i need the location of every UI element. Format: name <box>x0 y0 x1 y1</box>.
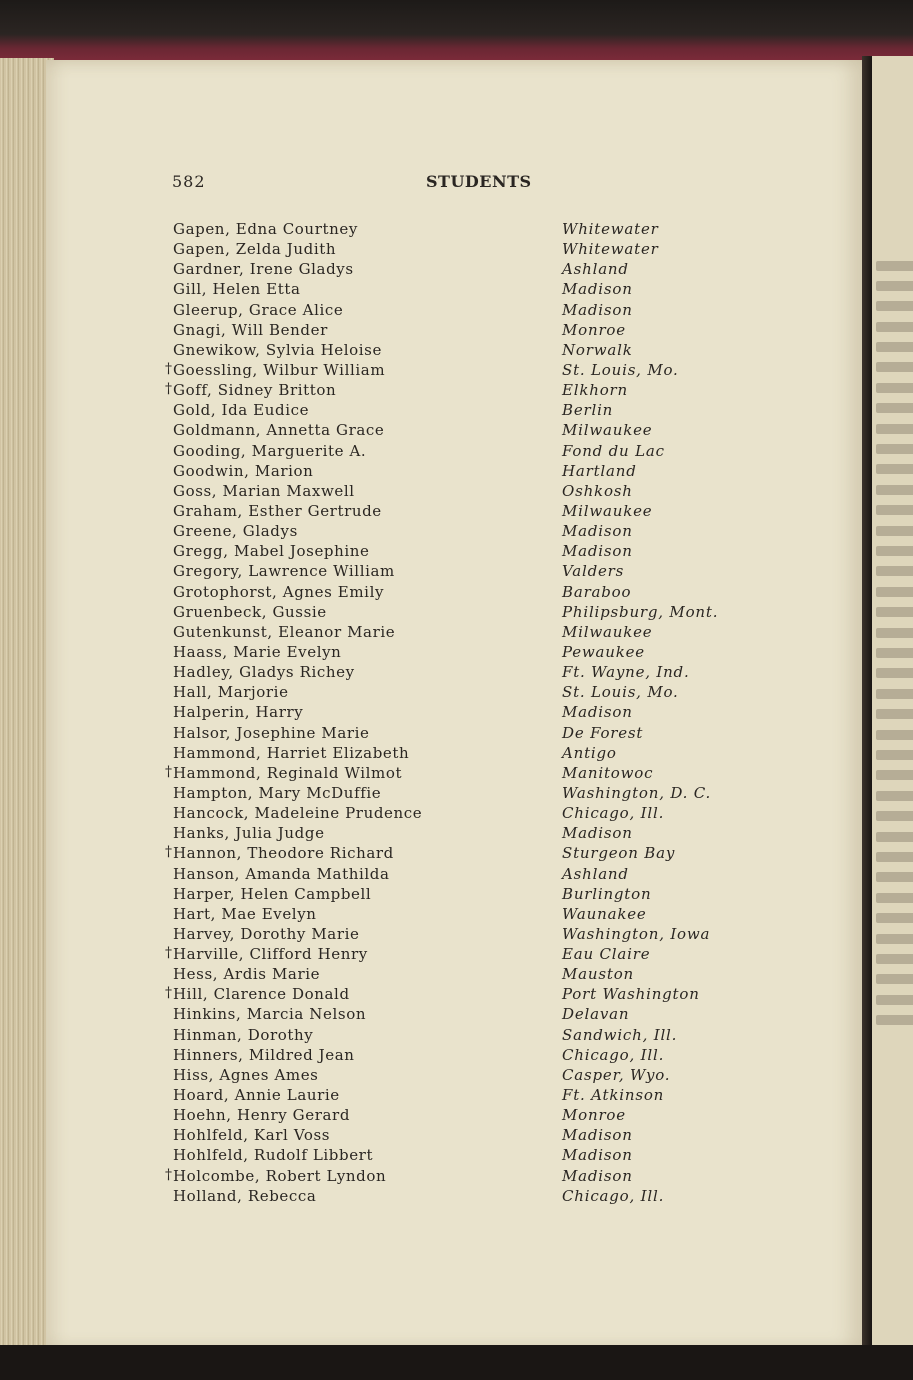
student-entry <box>160 641 800 661</box>
student-hometown: Fond du Lac <box>562 441 665 460</box>
student-name: Holland, Rebecca <box>173 1186 317 1205</box>
student-name: Goff, Sidney Britton <box>173 381 337 400</box>
student-hometown: Hartland <box>562 461 637 480</box>
student-hometown: Waunakee <box>562 904 647 923</box>
student-hometown: Chicago, Ill. <box>562 1186 665 1205</box>
student-entry <box>160 943 800 963</box>
student-hometown: Washington, Iowa <box>562 924 711 943</box>
student-entry <box>160 1064 800 1084</box>
student-hometown: Chicago, Ill. <box>562 804 665 823</box>
student-entry <box>160 1124 800 1144</box>
student-hometown: Ashland <box>562 260 629 279</box>
student-entry <box>160 419 800 439</box>
student-name: Gregory, Lawrence William <box>173 562 395 581</box>
student-hometown: Madison <box>562 522 633 541</box>
dagger-mark: † <box>165 763 172 780</box>
student-name: Hohlfeld, Rudolf Libbert <box>173 1146 374 1165</box>
student-name: Hannon, Theodore Richard <box>173 844 394 863</box>
student-hometown: Burlington <box>562 884 652 903</box>
student-hometown: Madison <box>562 1166 633 1185</box>
student-name: Hanks, Julia Judge <box>173 824 325 843</box>
student-entry <box>160 701 800 721</box>
student-hometown: Milwaukee <box>562 622 653 641</box>
student-entry <box>160 762 800 782</box>
book-bottom-edge <box>0 1345 913 1380</box>
facing-page-edge <box>872 56 913 1346</box>
student-name: Hinman, Dorothy <box>173 1025 314 1044</box>
student-hometown: Sturgeon Bay <box>562 844 676 863</box>
student-name: Hadley, Gladys Richey <box>173 663 355 682</box>
student-name: Hiss, Agnes Ames <box>173 1065 319 1084</box>
student-entry <box>160 339 800 359</box>
student-name: Gleerup, Grace Alice <box>173 300 344 319</box>
student-hometown: Ashland <box>562 864 629 883</box>
student-name: Harvey, Dorothy Marie <box>173 924 360 943</box>
student-entry <box>160 1084 800 1104</box>
student-name: Hess, Ardis Marie <box>173 965 321 984</box>
student-hometown: Mauston <box>562 965 634 984</box>
student-entry <box>160 822 800 842</box>
student-name: Goodwin, Marion <box>173 461 314 480</box>
dagger-mark: † <box>165 945 172 962</box>
student-hometown: Whitewater <box>562 240 659 259</box>
student-hometown: Ft. Atkinson <box>562 1086 665 1105</box>
student-name: Grotophorst, Agnes Emily <box>173 582 385 601</box>
student-name: Gill, Helen Etta <box>173 280 301 299</box>
student-name: Hammond, Harriet Elizabeth <box>173 743 410 762</box>
student-entry <box>160 923 800 943</box>
student-name: Hall, Marjorie <box>173 683 289 702</box>
student-hometown: Casper, Wyo. <box>562 1065 671 1084</box>
student-hometown: Milwaukee <box>562 421 653 440</box>
student-name: Greene, Gladys <box>173 522 298 541</box>
student-entry <box>160 299 800 319</box>
student-name: Hammond, Reginald Wilmot <box>173 763 403 782</box>
student-hometown: Elkhorn <box>562 381 628 400</box>
student-hometown: Delavan <box>562 1005 630 1024</box>
student-entry <box>160 218 800 238</box>
dagger-mark: † <box>165 1166 172 1183</box>
student-list <box>160 218 800 1205</box>
student-entry <box>160 440 800 460</box>
student-entry <box>160 722 800 742</box>
book-binding-top <box>0 0 913 62</box>
student-name: Gregg, Mabel Josephine <box>173 542 370 561</box>
student-name: Hancock, Madeleine Prudence <box>173 804 423 823</box>
student-hometown: Pewaukee <box>562 642 645 661</box>
student-entry <box>160 520 800 540</box>
student-name: Hohlfeld, Karl Voss <box>173 1126 331 1145</box>
student-hometown: Madison <box>562 703 633 722</box>
student-hometown: Baraboo <box>562 582 632 601</box>
student-hometown: Valders <box>562 562 625 581</box>
student-hometown: Berlin <box>562 401 614 420</box>
student-hometown: Chicago, Ill. <box>562 1045 665 1064</box>
student-hometown: Washington, D. C. <box>562 783 712 802</box>
student-name: Gapen, Edna Courtney <box>173 220 358 238</box>
student-name: Gardner, Irene Gladys <box>173 260 354 279</box>
student-name: Gnagi, Will Bender <box>173 320 328 339</box>
student-name: Hinners, Mildred Jean <box>173 1045 355 1064</box>
student-entry <box>160 1144 800 1164</box>
student-name: Gooding, Marguerite A. <box>173 441 367 460</box>
student-hometown: Monroe <box>562 1106 626 1125</box>
student-name: Hinkins, Marcia Nelson <box>173 1005 367 1024</box>
student-name: Goss, Marian Maxwell <box>173 481 355 500</box>
student-entry <box>160 742 800 762</box>
student-entry <box>160 480 800 500</box>
student-entry <box>160 883 800 903</box>
student-entry <box>160 581 800 601</box>
student-name: Hoard, Annie Laurie <box>173 1086 340 1105</box>
student-hometown: Norwalk <box>562 340 633 359</box>
student-hometown: Madison <box>562 542 633 561</box>
student-entry <box>160 1024 800 1044</box>
student-entry <box>160 661 800 681</box>
student-name: Graham, Esther Gertrude <box>173 501 382 520</box>
student-name: Hampton, Mary McDuffie <box>173 783 382 802</box>
student-hometown: Port Washington <box>562 985 700 1004</box>
dagger-mark: † <box>165 381 172 398</box>
student-entry <box>160 359 800 379</box>
student-hometown: Whitewater <box>562 220 659 238</box>
student-entry <box>160 842 800 862</box>
student-entry <box>160 621 800 641</box>
student-entry <box>160 1185 800 1205</box>
student-entry <box>160 983 800 1003</box>
student-hometown: Milwaukee <box>562 501 653 520</box>
student-entry <box>160 278 800 298</box>
student-hometown: Sandwich, Ill. <box>562 1025 678 1044</box>
student-hometown: Eau Claire <box>562 945 651 964</box>
student-entry <box>160 1165 800 1185</box>
student-name: Haass, Marie Evelyn <box>173 642 342 661</box>
student-hometown: Monroe <box>562 320 626 339</box>
student-entry <box>160 782 800 802</box>
student-entry <box>160 1003 800 1023</box>
dagger-mark: † <box>165 985 172 1002</box>
student-name: Harville, Clifford Henry <box>173 945 368 964</box>
page-number: 582 <box>172 172 206 191</box>
student-hometown: Antigo <box>562 743 617 762</box>
student-entry <box>160 540 800 560</box>
student-hometown: Madison <box>562 1146 633 1165</box>
student-hometown: Oshkosh <box>562 481 633 500</box>
student-hometown: Madison <box>562 824 633 843</box>
student-entry <box>160 863 800 883</box>
student-name: Holcombe, Robert Lyndon <box>173 1166 387 1185</box>
student-name: Hill, Clarence Donald <box>173 985 350 1004</box>
student-hometown: Madison <box>562 300 633 319</box>
student-name: Gnewikow, Sylvia Heloise <box>173 340 382 359</box>
dagger-mark: † <box>165 844 172 861</box>
student-entry <box>160 681 800 701</box>
student-hometown: Madison <box>562 1126 633 1145</box>
student-entry <box>160 903 800 923</box>
student-entry <box>160 238 800 258</box>
student-name: Gutenkunst, Eleanor Marie <box>173 622 396 641</box>
student-entry <box>160 802 800 822</box>
student-name: Harper, Helen Campbell <box>173 884 372 903</box>
student-entry <box>160 399 800 419</box>
student-entry <box>160 1104 800 1124</box>
dagger-mark: † <box>165 360 172 377</box>
student-entry <box>160 379 800 399</box>
student-name: Goldmann, Annetta Grace <box>173 421 385 440</box>
student-entry <box>160 963 800 983</box>
student-hometown: Madison <box>562 280 633 299</box>
student-hometown: Ft. Wayne, Ind. <box>562 663 690 682</box>
student-entry <box>160 1044 800 1064</box>
student-entry <box>160 560 800 580</box>
student-hometown: Philipsburg, Mont. <box>562 602 719 621</box>
student-entry <box>160 601 800 621</box>
page-title: STUDENTS <box>426 172 532 191</box>
student-name: Gruenbeck, Gussie <box>173 602 327 621</box>
student-name: Gapen, Zelda Judith <box>173 240 337 259</box>
student-hometown: St. Louis, Mo. <box>562 360 679 379</box>
student-hometown: Manitowoc <box>562 763 654 782</box>
student-entry <box>160 460 800 480</box>
student-entry <box>160 500 800 520</box>
student-name: Gold, Ida Eudice <box>173 401 310 420</box>
student-name: Goessling, Wilbur William <box>173 360 386 379</box>
student-hometown: St. Louis, Mo. <box>562 683 679 702</box>
student-name: Hart, Mae Evelyn <box>173 904 317 923</box>
student-entry <box>160 319 800 339</box>
student-name: Hanson, Amanda Mathilda <box>173 864 390 883</box>
student-hometown: De Forest <box>562 723 644 742</box>
student-name: Halsor, Josephine Marie <box>173 723 370 742</box>
student-name: Halperin, Harry <box>173 703 304 722</box>
student-name: Hoehn, Henry Gerard <box>173 1106 351 1125</box>
student-entry <box>160 258 800 278</box>
